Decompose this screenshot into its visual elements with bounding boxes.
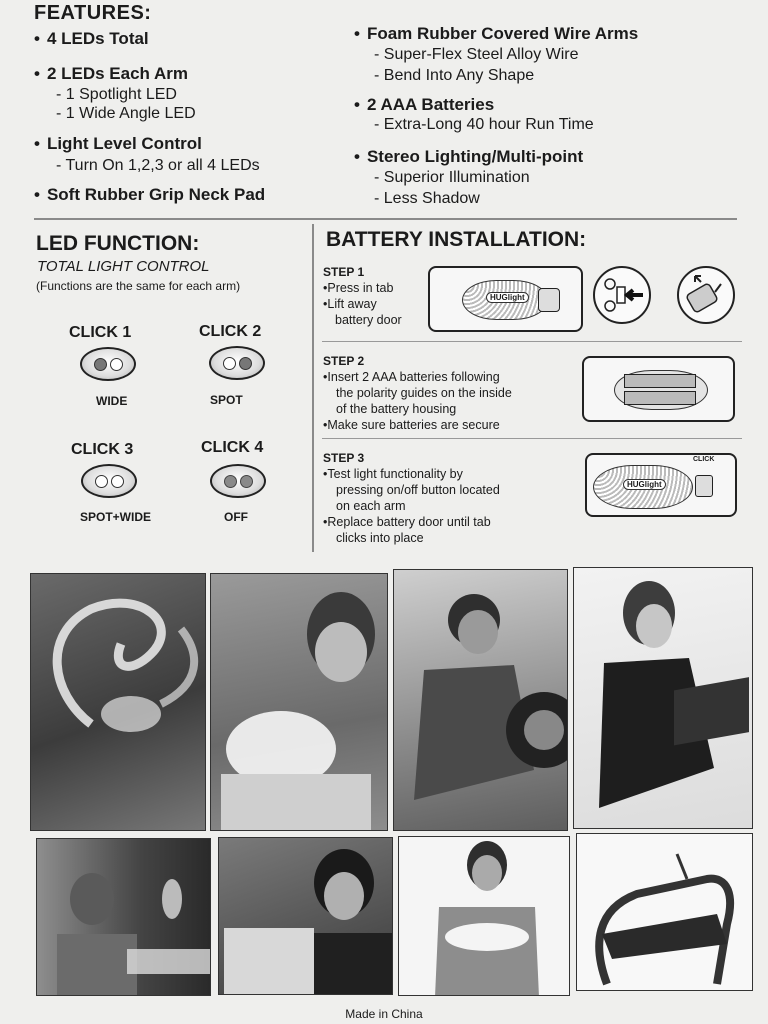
step-2-line: • Make sure batteries are secure: [323, 417, 573, 433]
brand-label: HUGlight: [623, 479, 666, 490]
click-4-label: OFF: [224, 510, 248, 524]
click-tag: CLICK: [693, 456, 715, 463]
battery-housing-image: [582, 356, 735, 422]
feature-sub: - Extra-Long 40 hour Run Time: [374, 116, 594, 134]
product-photo-man-tire: [393, 569, 568, 831]
press-tab-icon: [593, 266, 651, 324]
made-in-footer: Made in China: [345, 1007, 423, 1021]
hug-light-back-image: [428, 266, 583, 332]
battery-installation-heading: BATTERY INSTALLATION:: [326, 228, 587, 251]
product-photo-hug-light-stand: [576, 833, 753, 991]
led-function-heading: LED FUNCTION:: [36, 232, 200, 255]
feature-item: • 2 LEDs Each Arm: [34, 64, 188, 84]
step-1-title: STEP 1: [323, 265, 365, 279]
feature-sub: - Less Shadow: [374, 190, 480, 208]
step-3-line: on each arm: [336, 499, 406, 513]
step-1-line: battery door: [335, 313, 402, 327]
feature-sub: - Turn On 1,2,3 or all 4 LEDs: [56, 157, 260, 175]
product-photo-woman-reading: [210, 573, 388, 831]
features-heading: FEATURES:: [34, 2, 152, 24]
step-1-text: [323, 280, 428, 328]
product-photo-young-man: [398, 836, 570, 996]
click-4-title: CLICK 4: [201, 439, 264, 456]
step-1-line: • Press in tab: [323, 280, 428, 296]
led-off-icon: [210, 464, 266, 498]
hug-light-closed-image: [585, 453, 737, 517]
feature-sub: - Super-Flex Steel Alloy Wire: [374, 46, 579, 64]
step-2-line: of the battery housing: [336, 402, 457, 416]
feature-item: • 2 AAA Batteries: [354, 95, 494, 115]
product-photo-woman-laptop: [573, 567, 753, 829]
step-3-line: clicks into place: [336, 531, 424, 545]
brand-label: HUGlight: [486, 292, 529, 303]
step-1-line: • Lift away: [323, 296, 428, 312]
feature-sub: - 1 Spotlight LED: [56, 86, 177, 104]
step-3-line: pressing on/off button located: [336, 483, 500, 497]
feature-sub: - Bend Into Any Shape: [374, 67, 534, 85]
product-photo-car-engine: [30, 573, 206, 831]
led-spot-wide-icon: [81, 464, 137, 498]
step-3-title: STEP 3: [323, 451, 365, 465]
product-photo-man-night: [36, 838, 211, 996]
feature-sub: - 1 Wide Angle LED: [56, 105, 196, 123]
feature-item: • 4 LEDs Total: [34, 29, 149, 49]
step-2-title: STEP 2: [323, 354, 365, 368]
click-1-title: CLICK 1: [69, 324, 132, 341]
product-photo-woman-desk: [218, 837, 393, 995]
click-2-label: SPOT: [210, 393, 243, 407]
feature-sub: - Superior Illumination: [374, 169, 530, 187]
step-3-line: • Test light functionality by: [323, 466, 563, 482]
led-function-subheading: TOTAL LIGHT CONTROL: [37, 258, 210, 275]
step-2-line: • Insert 2 AAA batteries following: [323, 369, 573, 385]
click-3-title: CLICK 3: [71, 441, 134, 458]
click-2-title: CLICK 2: [199, 323, 262, 340]
led-wide-icon: [80, 347, 136, 381]
step-3-text: [323, 466, 563, 546]
column-divider: [312, 224, 314, 552]
step-3-line: • Replace battery door until tab: [323, 514, 563, 530]
step-divider: [322, 438, 742, 439]
step-2-text: [323, 369, 573, 433]
step-2-line: the polarity guides on the inside: [336, 386, 512, 400]
click-3-label: SPOT+WIDE: [80, 510, 152, 524]
click-1-label: WIDE: [96, 394, 128, 408]
step-divider: [322, 341, 742, 342]
led-function-note: (Functions are the same for each arm): [36, 279, 241, 293]
feature-item: • Stereo Lighting/Multi-point: [354, 147, 583, 167]
lift-door-icon: [677, 266, 735, 324]
feature-item: • Light Level Control: [34, 134, 202, 154]
led-spot-icon: [209, 346, 265, 380]
section-divider: [34, 218, 737, 220]
feature-item: • Soft Rubber Grip Neck Pad: [34, 185, 265, 205]
feature-item: • Foam Rubber Covered Wire Arms: [354, 24, 638, 44]
